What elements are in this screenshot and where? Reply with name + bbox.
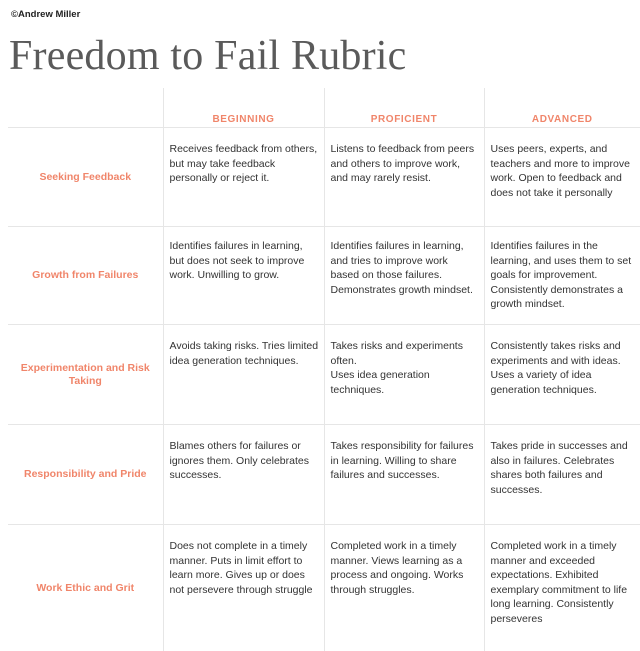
rubric-table [8,88,640,651]
proficient-cell: Completed work in a timely manner. Views learning as a process and ongoing. Works through struggles. [324,525,484,651]
beginning-cell: Avoids taking risks. Tries limited idea generation techniques. [163,325,324,425]
proficient-cell: Takes risks and experiments often. Uses idea generation techniques. [324,325,484,425]
rubric-row-work-ethic [8,525,640,651]
criterion-label: Experimentation and Risk Taking [8,325,163,425]
criterion-label: Work Ethic and Grit [8,525,163,651]
header-proficient: PROFICIENT [324,88,484,128]
rubric-header-row [8,88,640,128]
criterion-label: Seeking Feedback [8,128,163,227]
criterion-label: Growth from Failures [8,227,163,325]
beginning-cell: Blames others for failures or ignores them. Only celebrates successes. [163,425,324,525]
rubric-row-growth-from-failures [8,227,640,325]
rubric-row-experimentation [8,325,640,425]
rubric-row-seeking-feedback [8,128,640,227]
copyright-notice: ©Andrew Miller [11,9,80,20]
advanced-cell: Completed work in a timely manner and exceeded expectations. Exhibited exemplary commitment to life long learning. Consistently perseveres [484,525,640,651]
header-beginning: BEGINNING [163,88,324,128]
proficient-cell: Listens to feedback from peers and others to improve work, and may rarely resist. [324,128,484,227]
header-advanced: ADVANCED [484,88,640,128]
advanced-cell: Identifies failures in the learning, and uses them to set goals for improvement. Consistently demonstrates a growth mindset. [484,227,640,325]
corner-header-cell [8,88,163,128]
rubric-row-responsibility [8,425,640,525]
beginning-cell: Identifies failures in learning, but does not seek to improve work. Unwilling to grow. [163,227,324,325]
criterion-label: Responsibility and Pride [8,425,163,525]
beginning-cell: Receives feedback from others, but may take feedback personally or reject it. [163,128,324,227]
beginning-cell: Does not complete in a timely manner. Puts in limit effort to learn more. Gives up or does not persevere through struggle [163,525,324,651]
advanced-cell: Takes pride in successes and also in failures. Celebrates shares both failures and successes. [484,425,640,525]
proficient-cell: Identifies failures in learning, and tries to improve work based on those failures. Demonstrates growth mindset. [324,227,484,325]
page-title: Freedom to Fail Rubric [9,32,407,80]
advanced-cell: Consistently takes risks and experiments and with ideas. Uses a variety of idea generation techniques. [484,325,640,425]
proficient-cell: Takes responsibility for failures in learning. Willing to share failures and successes. [324,425,484,525]
advanced-cell: Uses peers, experts, and teachers and more to improve work. Open to feedback and does not take it personally [484,128,640,227]
